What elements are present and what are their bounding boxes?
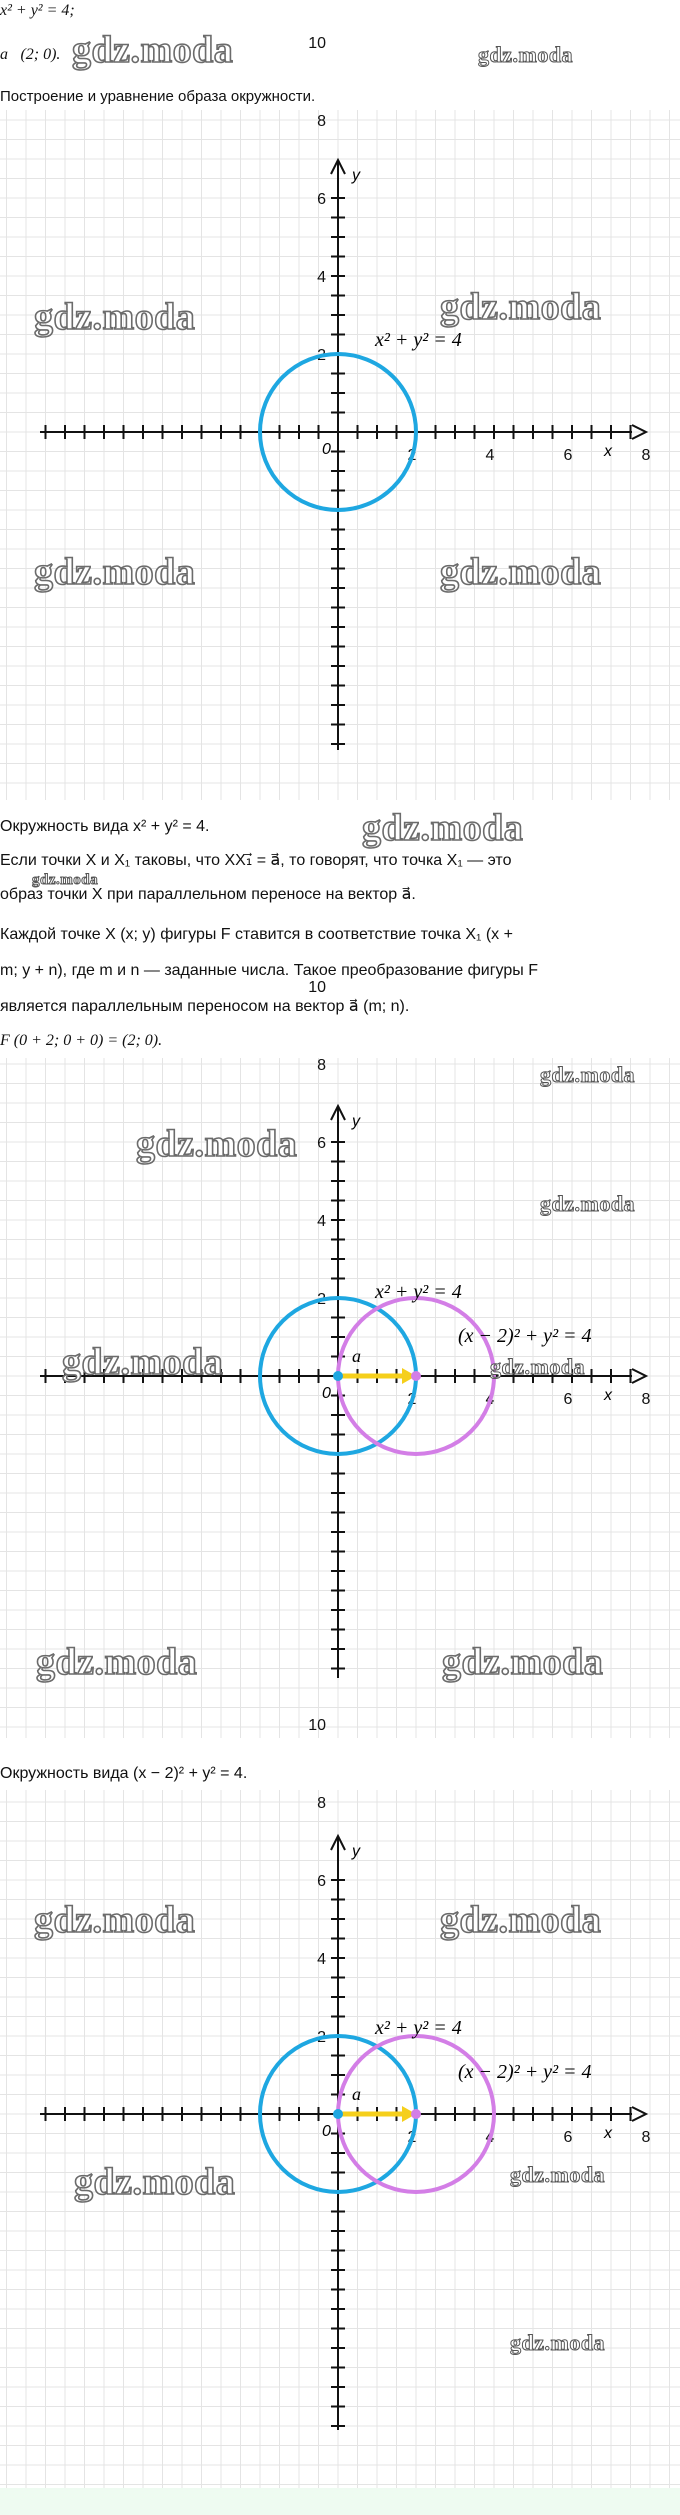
point-image xyxy=(411,1371,421,1381)
equation-blue: x² + y² = 4 xyxy=(375,329,462,351)
y-tick-label: 2 xyxy=(317,1291,326,1308)
y-tick-label: 4 xyxy=(317,1951,326,1968)
x-tick-label: 6 xyxy=(563,447,573,464)
x-tick-label: 2 xyxy=(407,447,417,464)
watermark: gdz.moda xyxy=(72,29,234,71)
y-tick-label: 8 xyxy=(317,1795,326,1812)
y-tick-label: 8 xyxy=(317,1057,326,1074)
y-tick-label: 8 xyxy=(317,113,326,130)
vector-label: a⃗ xyxy=(352,2084,376,2104)
rule-text: Каждой точке X (x; y) фигуры F ставится в соответствие точка X₁ (x + xyxy=(0,926,513,943)
x-axis-label: x xyxy=(604,1387,612,1404)
y-tick-label: 4 xyxy=(317,1213,326,1230)
y-tick-label: 6 xyxy=(317,191,326,208)
x-tick-label: 4 xyxy=(485,2129,495,2146)
equation-pink: (x − 2)² + y² = 4 xyxy=(458,1325,592,1347)
y-axis-label: y xyxy=(352,1113,360,1130)
y-tick-label: 2 xyxy=(317,347,326,364)
x-tick-label: 4 xyxy=(485,447,495,464)
x-axis-label: x xyxy=(604,443,612,460)
definition-text: Если точки X и X₁ таковы, что XX₁⃗ = a⃗, то говорят, что точка X₁ — это xyxy=(0,852,512,869)
equation-blue: x² + y² = 4 xyxy=(375,2017,462,2039)
x-tick-label: 2 xyxy=(407,2129,417,2146)
vector-label: a⃗ xyxy=(352,1346,376,1366)
point-origin xyxy=(333,2109,343,2119)
x-tick-label: 6 xyxy=(563,2129,573,2146)
watermark: gdz.moda xyxy=(510,2330,606,2355)
x-tick-label: 6 xyxy=(563,1391,573,1408)
rule-text-2: m; y + n), где m и n — заданные числа. Такое преобразование фигуры F xyxy=(0,962,538,979)
y-axis-label: y xyxy=(352,1843,360,1860)
y-tick-label: 2 xyxy=(317,2029,326,2046)
circle-kind-2: Окружность вида (x − 2)² + y² = 4. xyxy=(0,1765,248,1782)
watermark: gdz.moda xyxy=(540,1191,636,1216)
watermark: gdz.moda xyxy=(34,1899,196,1941)
definition-text-2: образ точки X при параллельном переносе на вектор a⃗. xyxy=(0,886,416,903)
watermark: gdz.moda xyxy=(74,2161,236,2203)
x-tick-label: 2 xyxy=(407,1391,417,1408)
origin-label: 0 xyxy=(322,441,331,458)
grid xyxy=(0,1790,680,2488)
y-axis-label: y xyxy=(352,167,360,184)
circle-kind-1: Окружность вида x² + y² = 4. xyxy=(0,818,210,835)
formula-line: F (0 + 2; 0 + 0) = (2; 0). xyxy=(0,1032,163,1049)
watermark: gdz.moda xyxy=(62,1341,224,1383)
equation-line: x² + y² = 4; xyxy=(0,2,75,19)
watermark: gdz.moda xyxy=(440,286,602,328)
x-tick-label: 8 xyxy=(641,447,651,464)
y-tick-label: 10 xyxy=(308,35,326,52)
point-origin xyxy=(333,1371,343,1381)
vector-line: a⃗(2; 0). xyxy=(0,46,61,63)
x-tick-label: 4 xyxy=(485,1391,495,1408)
origin-label: 0 xyxy=(322,2123,331,2140)
point-image xyxy=(411,2109,421,2119)
watermark: gdz.moda xyxy=(440,551,602,593)
y-tick-label: 6 xyxy=(317,1873,326,1890)
equation-pink: (x − 2)² + y² = 4 xyxy=(458,2061,592,2083)
watermark: gdz.moda xyxy=(36,1641,198,1683)
grid xyxy=(0,110,680,800)
x-tick-label: 8 xyxy=(641,1391,651,1408)
watermark: gdz.moda xyxy=(540,1062,636,1087)
watermark: gdz.moda xyxy=(490,1354,586,1379)
watermark: gdz.moda xyxy=(136,1123,298,1165)
watermark: gdz.moda xyxy=(478,42,574,67)
watermark: gdz.moda xyxy=(362,807,524,849)
watermark: gdz.moda xyxy=(34,551,196,593)
watermark: gdz.moda xyxy=(440,1899,602,1941)
caption: Построение и уравнение образа окружности. xyxy=(0,88,316,105)
equation-blue: x² + y² = 4 xyxy=(375,1281,462,1303)
rule-text-3: является параллельным переносом на вектор a⃗ (m; n). xyxy=(0,998,410,1015)
watermark: gdz.moda xyxy=(34,296,196,338)
x-axis-label: x xyxy=(604,2125,612,2142)
y-tick-label: 6 xyxy=(317,1135,326,1152)
origin-label: 0 xyxy=(322,1385,331,1402)
watermark: gdz.moda xyxy=(510,2162,606,2187)
footer-bar xyxy=(0,2488,680,2515)
watermark: gdz.moda xyxy=(442,1641,604,1683)
y-tick-label: 10 xyxy=(308,979,326,996)
watermark: gdz.moda xyxy=(32,872,99,888)
y-tick-label: 10 xyxy=(308,1717,326,1734)
y-tick-label: 4 xyxy=(317,269,326,286)
x-tick-label: 8 xyxy=(641,2129,651,2146)
